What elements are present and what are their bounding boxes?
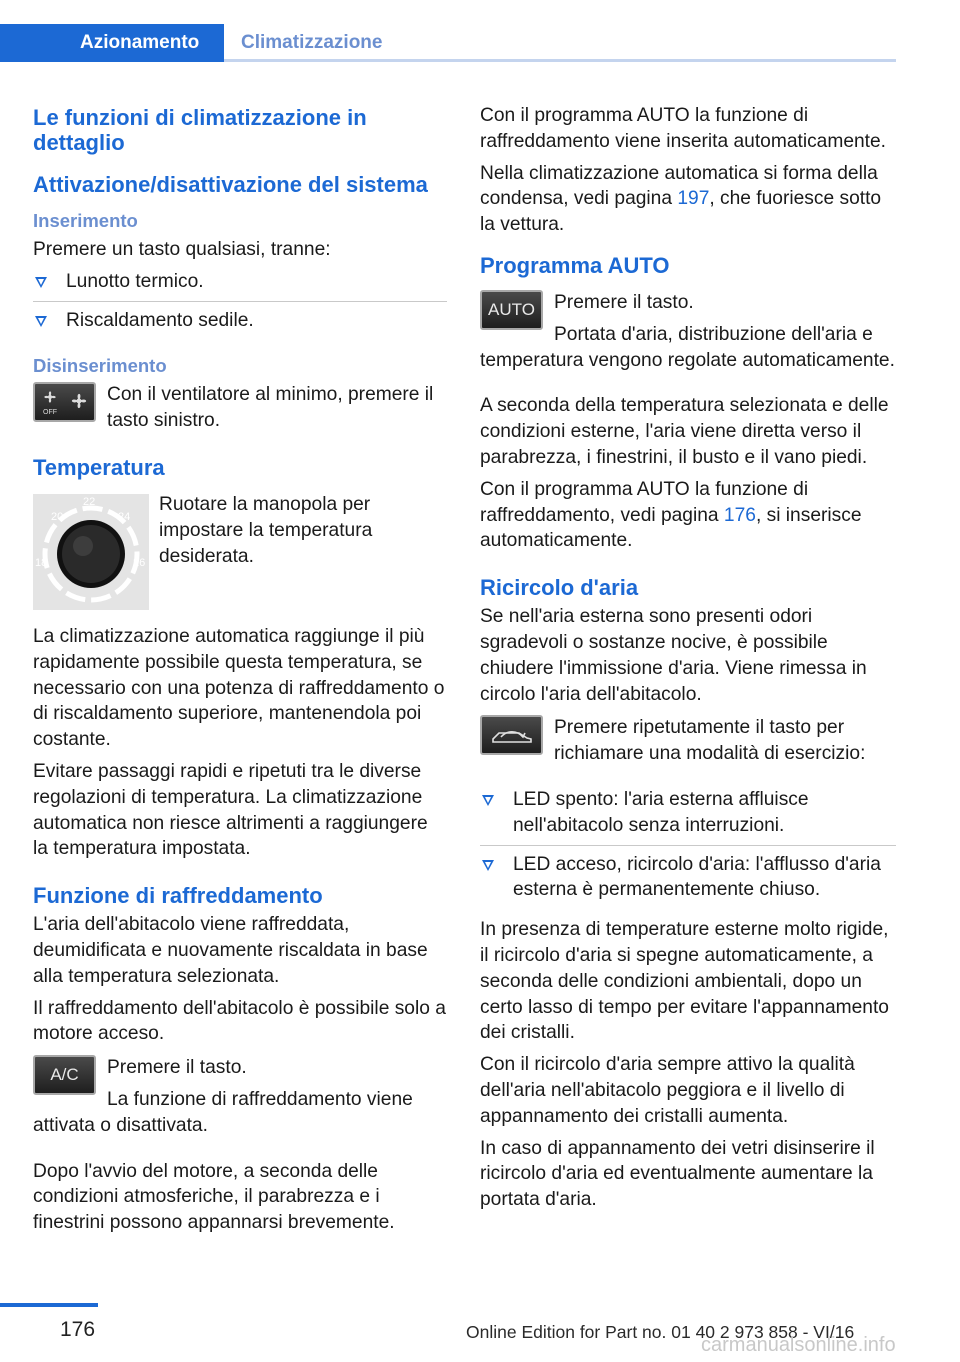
text-on: Premere un tasto qualsiasi, tranne: xyxy=(33,239,331,260)
triangle-bullet-icon xyxy=(482,795,494,806)
off-row xyxy=(33,382,447,440)
text-auto-cool: Con il programma AUTO la funzione di raffreddamento viene inserita automaticamente. xyxy=(480,105,887,152)
heading-cooling: Funzione di raffreddamento xyxy=(33,883,323,909)
svg-text:26: 26 xyxy=(133,556,146,569)
text-condensation: Nella climatizzazione automatica si forma della condensa, vedi pagina 197, che fuoriesce sotto la vettura. xyxy=(480,162,882,236)
text-auto-1: Premere il tasto. xyxy=(554,291,694,313)
recirculation-button-icon xyxy=(480,715,543,755)
page-link-197[interactable]: 197 xyxy=(677,188,710,210)
heading-off: Disinserimento xyxy=(33,355,167,377)
ac-button-icon: A/C xyxy=(33,1055,96,1095)
text-temp-knob: Ruotare la manopola per impostare la temperatura desiderata. xyxy=(159,493,373,567)
svg-text:24: 24 xyxy=(118,510,131,523)
text-ac-1: Premere il tasto. xyxy=(107,1057,247,1079)
triangle-bullet-icon xyxy=(35,316,47,327)
list-item: LED spento: l'aria esterna affluisce nell'abitacolo senza interruzioni. xyxy=(480,787,896,846)
triangle-bullet-icon xyxy=(482,860,494,871)
heading-activation: Attivazione/disattivazione del sistema xyxy=(33,172,428,197)
edition-text: Online Edition for Part no. 01 40 2 973 858 - VI/16 xyxy=(466,1322,855,1342)
tab-azionamento[interactable]: Azionamento xyxy=(0,24,224,62)
svg-text:20: 20 xyxy=(51,510,64,523)
section-title: Le funzioni di climatizzazione in dettaglio xyxy=(33,105,367,155)
text-temp-1: La climatizzazione automatica raggiunge il più rapidamente possibile questa temperatura, se necessario con una potenza di raffreddamento o di riscaldamento superiore, mantenendola poi costante. xyxy=(33,625,445,751)
header-divider xyxy=(224,59,896,62)
recirc-list xyxy=(480,787,896,909)
text-cool-1: L'aria dell'abitacolo viene raffreddata, deumidificata e nuovamente riscaldata in base alla temperatura selezionata. xyxy=(33,914,428,987)
watermark: carmanualsonline.info xyxy=(701,1334,896,1356)
page-header xyxy=(0,0,896,62)
text-off: Con il ventilatore al minimo, premere il tasto sinistro. xyxy=(107,384,434,432)
text-auto-3: A seconda della temperatura selezionata e delle condizioni esterne, l'aria viene diretta verso il parabrezza, i finestrini, il busto e il vano piedi. xyxy=(480,395,889,468)
auto-row xyxy=(480,290,896,379)
ac-row xyxy=(33,1055,447,1144)
text-auto-2: Portata d'aria, distribuzione dell'aria e temperatura vengono regolate automaticamente. xyxy=(480,323,895,371)
svg-text:22: 22 xyxy=(83,495,96,508)
text-auto-4: Con il programma AUTO la funzione di raffreddamento, vedi pagina 176, si inserisce automaticamente. xyxy=(480,478,862,552)
except-list xyxy=(33,269,447,340)
page-number: 176 xyxy=(60,1318,96,1341)
text-recirc-1: Se nell'aria esterna sono presenti odori sgradevoli o sostanze nocive, è possibile chiudere l'immissione d'aria. Viene rimessa in circolo l'aria dell'abitacolo. xyxy=(480,606,867,705)
left-column xyxy=(33,100,447,1242)
car-recirculation-icon xyxy=(487,724,537,746)
right-column xyxy=(480,100,896,1219)
auto-button-icon: AUTO xyxy=(480,290,543,330)
text-cool-3: Dopo l'avvio del motore, a seconda delle condizioni atmosferiche, il parabrezza e i finestrini possono appannarsi brevemente. xyxy=(33,1160,395,1234)
triangle-bullet-icon xyxy=(35,277,47,288)
temp-row xyxy=(33,492,447,610)
fan-off-button-icon xyxy=(33,382,96,422)
svg-text:OFF: OFF xyxy=(43,409,57,417)
svg-text:18: 18 xyxy=(35,556,48,569)
text-cool-2: Il raffreddamento dell'abitacolo è possibile solo a motore acceso. xyxy=(33,997,446,1045)
temperature-knob-icon xyxy=(33,494,149,610)
heading-on: Inserimento xyxy=(33,210,138,231)
tab-climatizzazione[interactable]: Climatizzazione xyxy=(241,32,383,53)
heading-temperature: Temperatura xyxy=(33,454,165,480)
heading-recirculation: Ricircolo d'aria xyxy=(480,575,639,601)
footer-accent-bar xyxy=(0,1303,98,1307)
recirc-row xyxy=(480,715,896,773)
text-ac-2: La funzione di raffreddamento viene attivata o disattivata. xyxy=(33,1088,413,1136)
list-item: Lunotto termico. xyxy=(33,269,447,302)
fan-icon xyxy=(35,384,94,420)
list-item: LED acceso, ricircolo d'aria: l'afflusso d'aria esterna è permanentemente chiuso. xyxy=(480,852,896,910)
text-temp-2: Evitare passaggi rapidi e ripetuti tra le diverse regolazioni di temperatura. La climatizzazione automatica non riesce altrimenti a raggiungere la temperatura impostata. xyxy=(33,760,428,860)
text-recirc-2: In presenza di temperature esterne molto rigide, il ricircolo d'aria si spegne automaticamente, a seconda delle condizioni ambientali, dopo un certo lasso di tempo per evitare l'appannamento dei cristalli. xyxy=(480,919,889,1044)
list-item: Riscaldamento sedile. xyxy=(33,308,447,340)
page-link-176[interactable]: 176 xyxy=(723,504,756,526)
text-recirc-3: Con il ricircolo d'aria sempre attivo la qualità dell'aria nell'abitacolo peggiora e il livello di appannamento dei cristalli aumenta. xyxy=(480,1054,855,1127)
text-recirc-btn: Premere ripetutamente il tasto per richiamare una modalità di esercizio: xyxy=(554,717,866,765)
heading-auto: Programma AUTO xyxy=(480,252,670,278)
text-recirc-4: In caso di appannamento dei vetri disinserire il ricircolo d'aria ed eventualmente aumentare la portata d'aria. xyxy=(480,1137,875,1211)
